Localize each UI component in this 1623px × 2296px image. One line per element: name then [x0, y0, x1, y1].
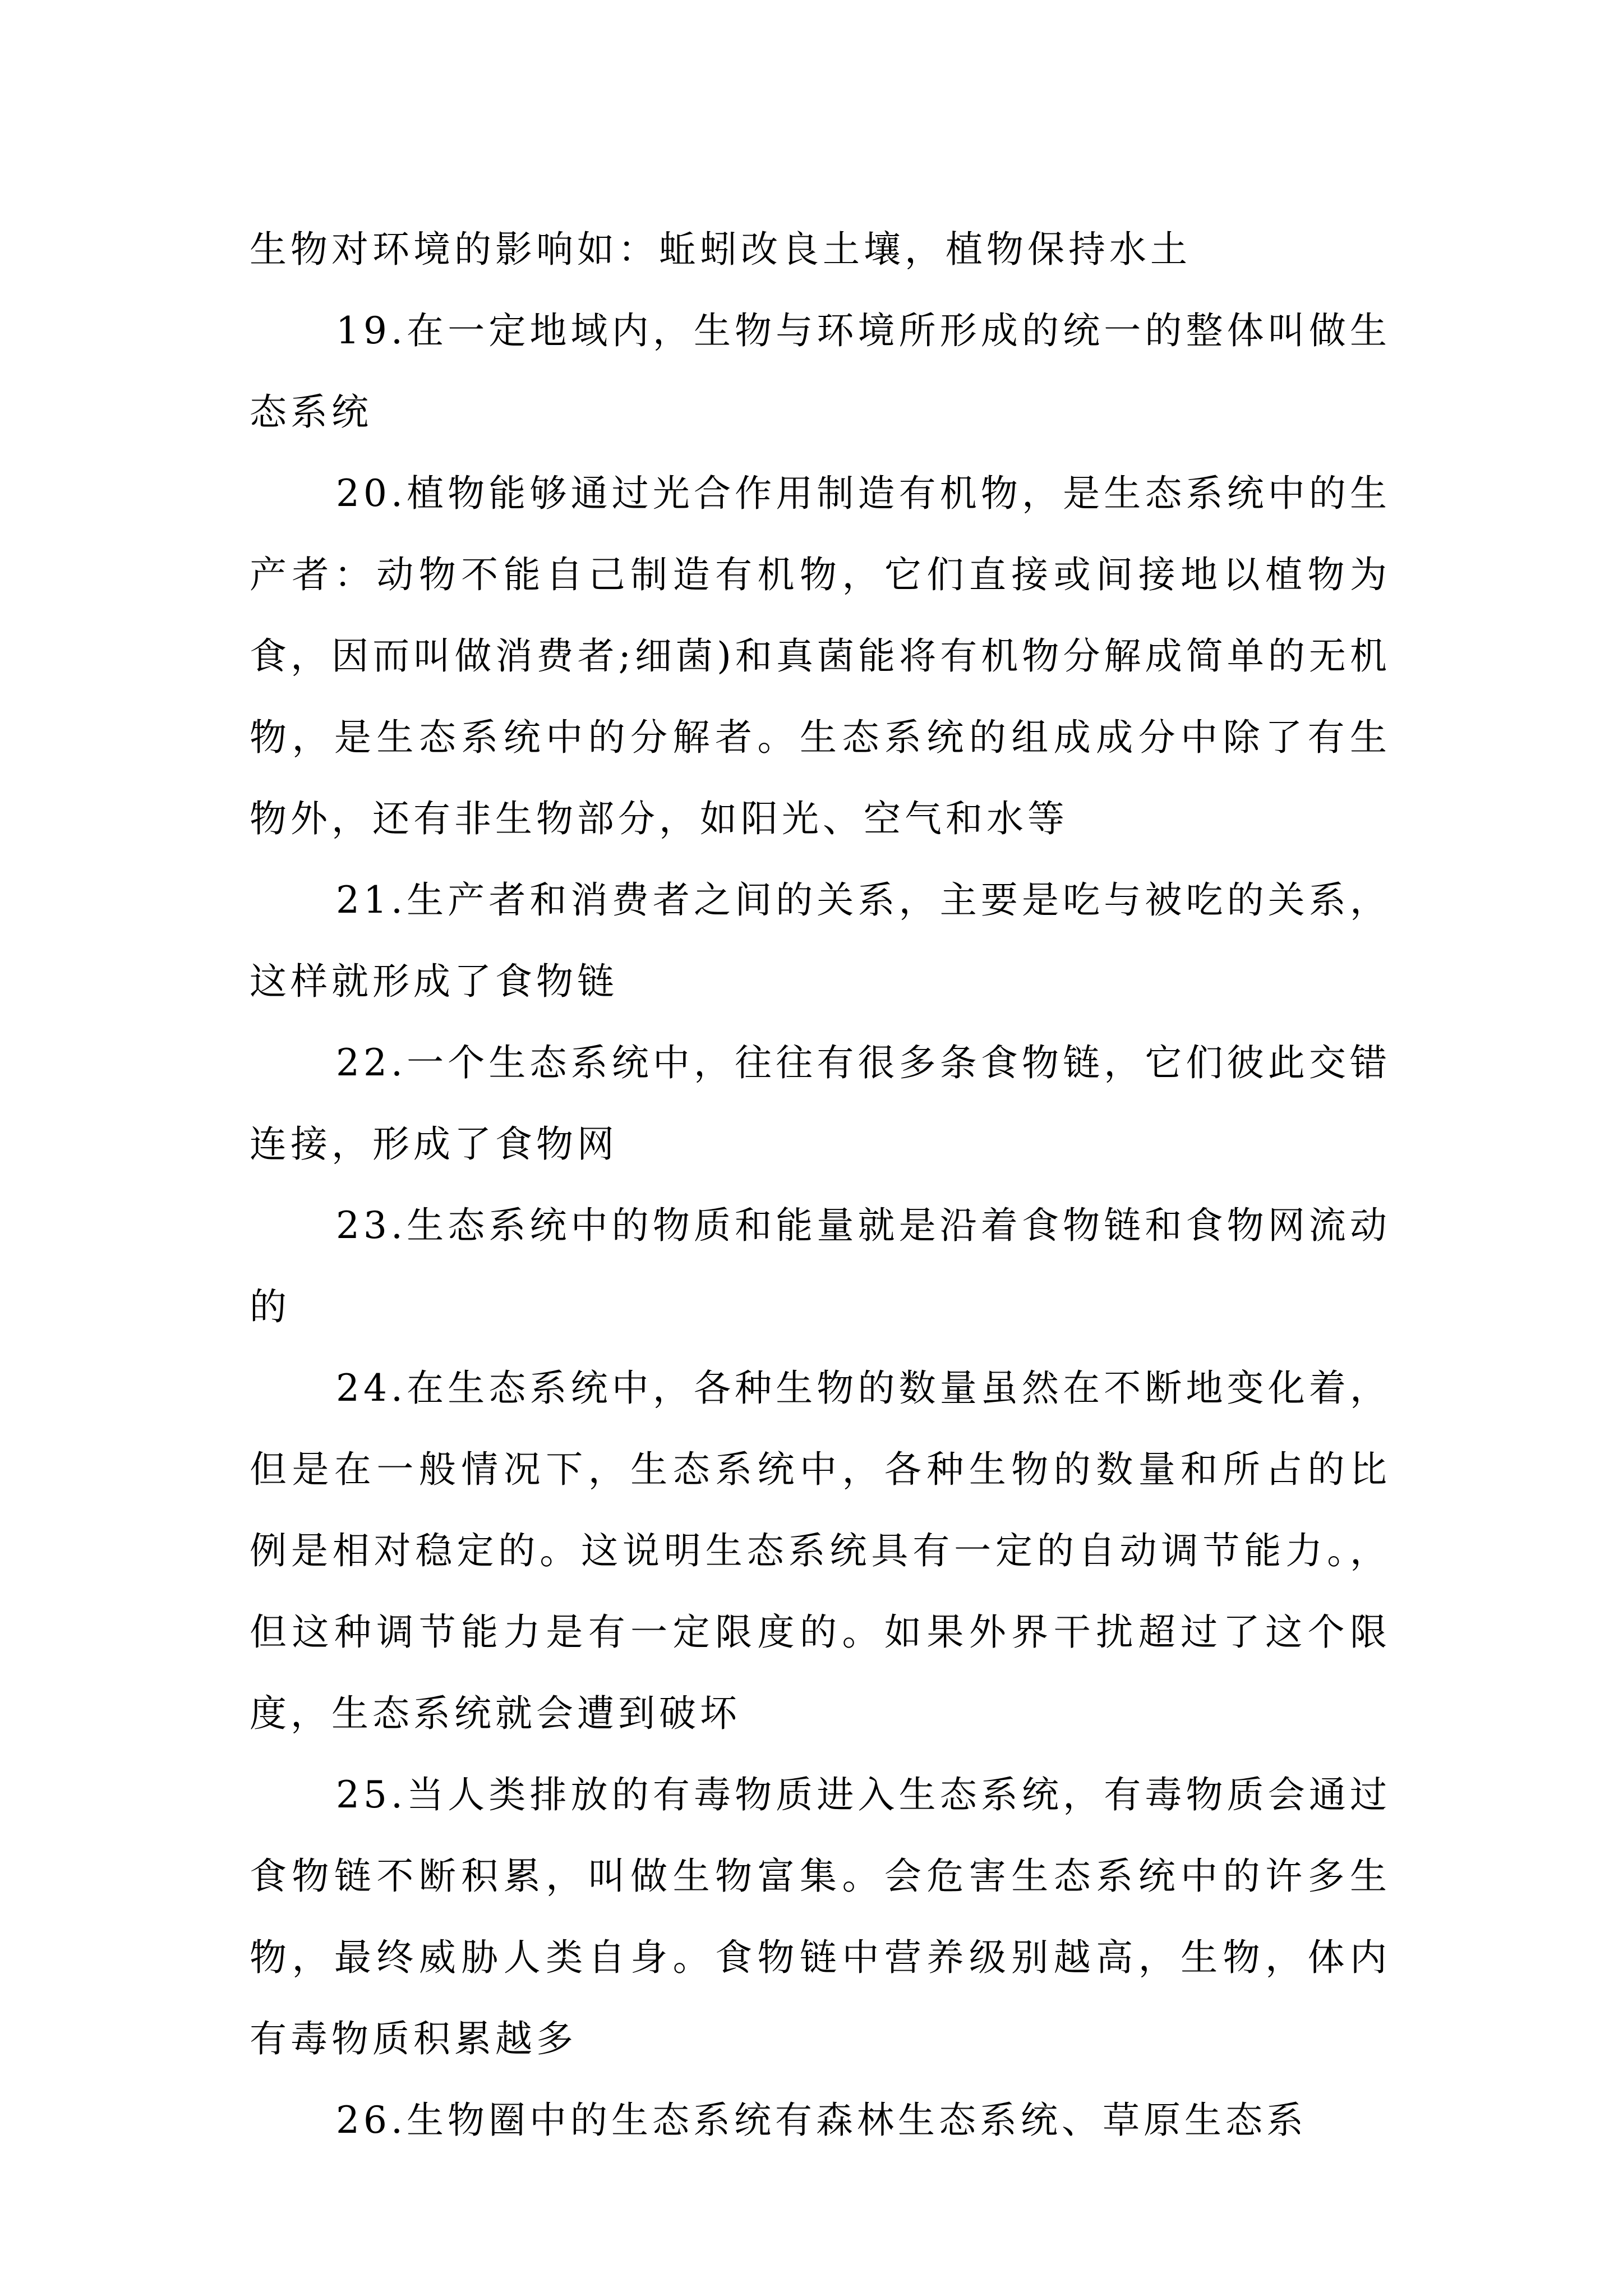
paragraph-item-20: 20.植物能够通过光合作用制造有机物，是生态系统中的生产者：动物不能自己制造有机物，它们直接或间接地以植物为食，因而叫做消费者;细菌)和真菌能将有机物分解成简单的无机物，是生态系统中的分解者。生态系统的组成成分中除了有生物外，还有非生物部分，如阳光、空气和水等: [250, 472, 1391, 840]
paragraph-item-25: 25.当人类排放的有毒物质进入生态系统，有毒物质会通过食物链不断积累，叫做生物富集。会危害生态系统中的许多生物，最终威胁人类自身。食物链中营养级别越高，生物，体内有毒物质积累越多: [250, 1773, 1391, 2060]
paragraph-item-22: 22.一个生态系统中，往往有很多条食物链，它们彼此交错连接，形成了食物网: [250, 1041, 1391, 1166]
paragraph-item-21: 21.生产者和消费者之间的关系，主要是吃与被吃的关系，这样就形成了食物链: [250, 878, 1391, 1003]
document-body: [250, 209, 1391, 2161]
paragraph-continuation: 生物对环境的影响如：蚯蚓改良土壤，植物保持水土: [250, 228, 1191, 271]
paragraph-item-26: 26.生物圈中的生态系统有森林生态系统、草原生态系: [336, 2099, 1307, 2142]
paragraph-item-19: 19.在一定地域内，生物与环境所形成的统一的整体叫做生态系统: [250, 309, 1391, 434]
paragraph-item-23: 23.生态系统中的物质和能量就是沿着食物链和食物网流动的: [250, 1204, 1391, 1328]
paragraph-item-24: 24.在生态系统中，各种生物的数量虽然在不断地变化着，但是在一般情况下，生态系统中，各种生物的数量和所占的比例是相对稳定的。这说明生态系统具有一定的自动调节能力。，但这种调节能力是有一定限度的。如果外界干扰超过了这个限度，生态系统就会遭到破坏: [250, 1366, 1391, 1735]
